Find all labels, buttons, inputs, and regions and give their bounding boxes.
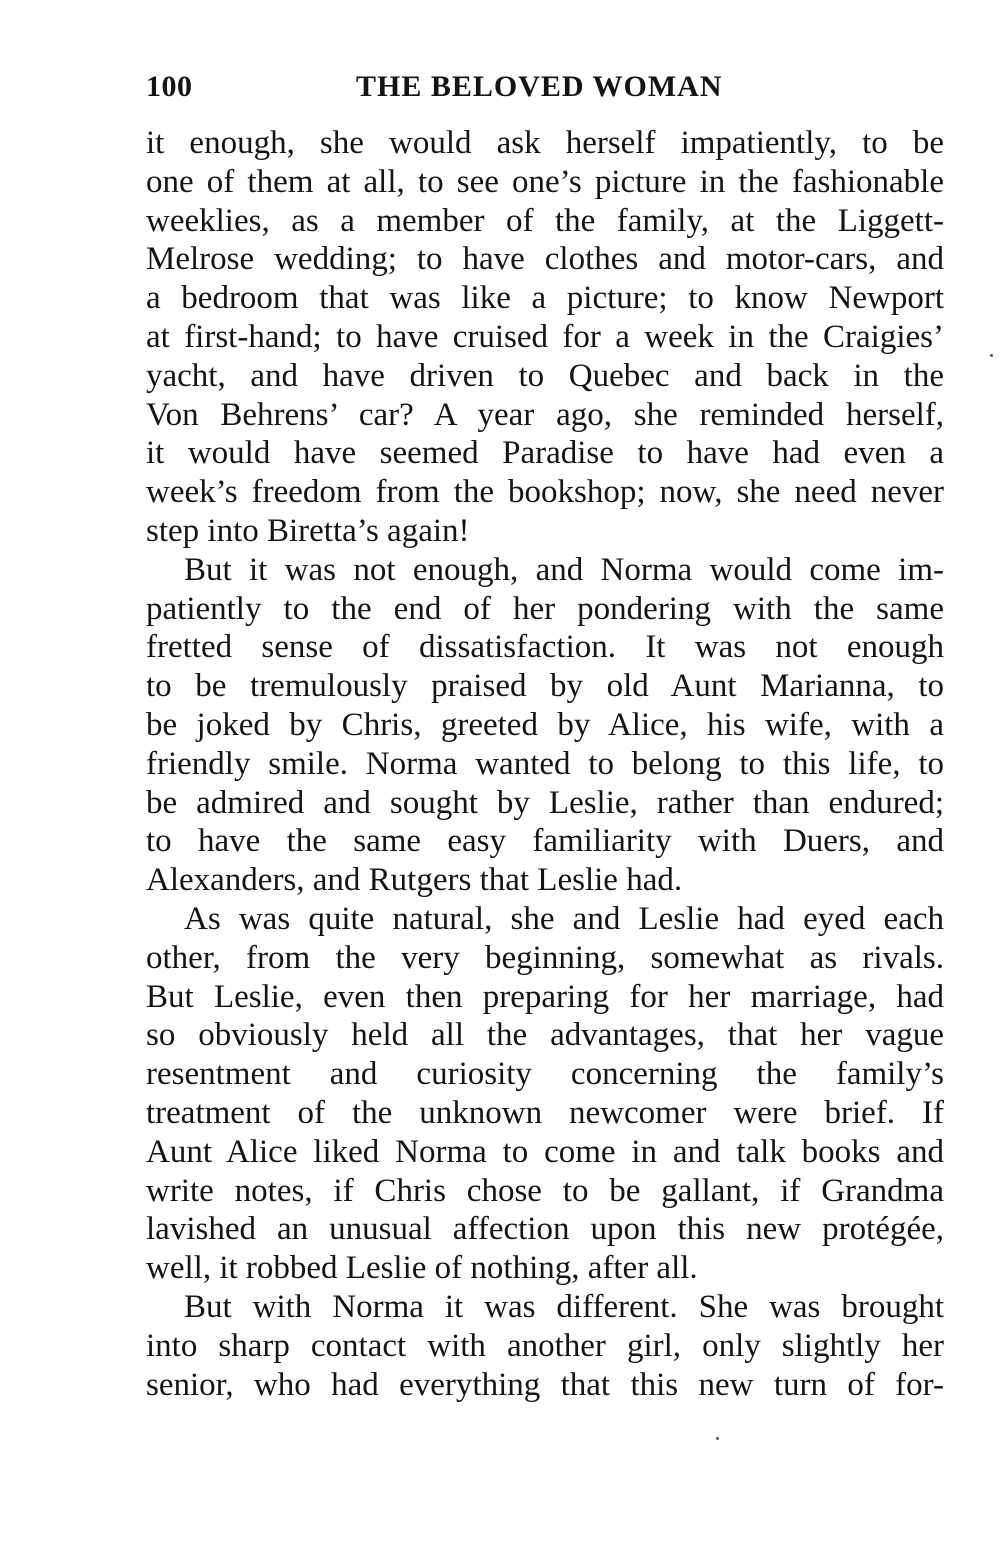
text-line: week’s freedom from the bookshop; now, she need never xyxy=(146,474,944,511)
text-line: As was quite natural, she and Leslie had eyed each xyxy=(184,900,944,937)
text-line: Alexanders, and Rutgers that Leslie had. xyxy=(146,862,683,899)
text-line: Von Behrens’ car? A year ago, she reminded herself, xyxy=(146,396,944,433)
text-line: Melrose wedding; to have clothes and motor-cars, and xyxy=(146,241,944,278)
page-number: 100 xyxy=(146,70,193,103)
text-line: Aunt Alice liked Norma to come in and talk books and xyxy=(146,1133,944,1170)
text-line: But Leslie, even then preparing for her marriage, had xyxy=(146,978,944,1015)
scan-speck xyxy=(716,1437,719,1440)
text-line: resentment and curiosity concerning the family’s xyxy=(146,1056,944,1093)
text-line: senior, who had everything that this new turn of for- xyxy=(146,1366,944,1403)
text-line: But with Norma it was different. She was brought xyxy=(184,1288,944,1325)
scan-speck xyxy=(990,354,993,357)
text-line: it would have seemed Paradise to have had even a xyxy=(146,435,944,472)
text-line: fretted sense of dissatisfaction. It was not enough xyxy=(146,629,944,666)
text-line: it enough, she would ask herself impatiently, to be xyxy=(146,125,944,161)
text-line: treatment of the unknown newcomer were brief. If xyxy=(146,1094,944,1131)
body-text xyxy=(146,124,944,1404)
text-line: be joked by Chris, greeted by Alice, his wife, with a xyxy=(146,706,944,743)
text-line: But it was not enough, and Norma would come im- xyxy=(184,551,944,588)
text-line: be admired and sought by Leslie, rather than endured; xyxy=(146,784,944,821)
text-line: step into Biretta’s again! xyxy=(146,512,470,549)
text-line: well, it robbed Leslie of nothing, after all. xyxy=(146,1250,698,1287)
text-line: weeklies, as a member of the family, at the Liggett- xyxy=(146,202,944,239)
running-title: THE BELOVED WOMAN xyxy=(356,70,723,103)
text-line: friendly smile. Norma wanted to belong to this life, to xyxy=(146,745,944,782)
text-line: yacht, and have driven to Quebec and back in the xyxy=(146,357,944,394)
text-line: lavished an unusual affection upon this new protégée, xyxy=(146,1211,944,1248)
text-line: to have the same easy familiarity with Duers, and xyxy=(146,823,944,860)
text-line: write notes, if Chris chose to be gallant, if Grandma xyxy=(146,1172,944,1209)
text-line: a bedroom that was like a picture; to know Newport xyxy=(146,280,944,317)
text-line: to be tremulously praised by old Aunt Marianna, to xyxy=(146,668,944,705)
text-line: at first-hand; to have cruised for a week in the Craigies’ xyxy=(146,318,944,355)
text-line: so obviously held all the advantages, that her vague xyxy=(146,1017,944,1054)
text-line: into sharp contact with another girl, only slightly her xyxy=(146,1327,944,1364)
text-line: patiently to the end of her pondering with the same xyxy=(146,590,944,627)
running-head xyxy=(146,70,946,114)
text-line: other, from the very beginning, somewhat as rivals. xyxy=(146,939,944,976)
text-line: one of them at all, to see one’s picture in the fashionable xyxy=(146,163,944,200)
